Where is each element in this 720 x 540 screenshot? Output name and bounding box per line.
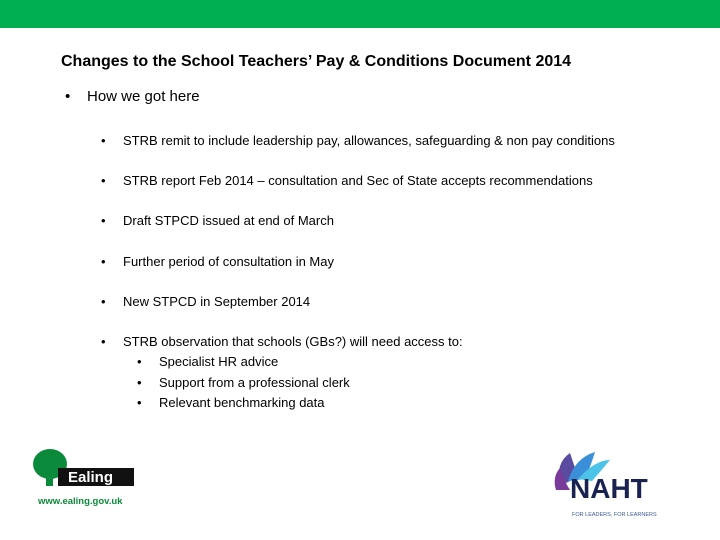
slide-title: Changes to the School Teachers’ Pay & Conditions Document 2014	[61, 53, 572, 70]
naht-tagline: FOR LEADERS, FOR LEARNERS	[572, 512, 657, 518]
sub-item	[137, 354, 278, 369]
list-item	[101, 294, 310, 309]
item-text: STRB remit to include leadership pay, allowances, safeguarding & non pay conditions	[123, 133, 615, 148]
list-item	[101, 213, 334, 228]
list-item	[101, 254, 334, 269]
list-item	[101, 133, 615, 148]
bullet: •	[137, 354, 142, 369]
bullet: •	[137, 395, 142, 410]
bullet: •	[65, 88, 71, 105]
sub-item	[137, 395, 325, 410]
ealing-logo	[30, 448, 140, 512]
sub-item-text: Support from a professional clerk	[159, 375, 350, 390]
sub-item	[137, 375, 350, 390]
item-text: STRB observation that schools (GBs?) will need access to:	[123, 334, 463, 349]
sub-item-text: Specialist HR advice	[159, 354, 279, 369]
item-text: Further period of consultation in May	[123, 254, 334, 269]
bullet: •	[101, 254, 106, 269]
item-text: New STPCD in September 2014	[123, 294, 311, 309]
bullet: •	[137, 375, 142, 390]
bullet: •	[101, 294, 106, 309]
naht-logo	[550, 450, 690, 520]
bullet: •	[101, 334, 106, 349]
item-text: STRB report Feb 2014 – consultation and Sec of State accepts recommendations	[123, 173, 593, 188]
list-item	[101, 173, 593, 188]
sub-item-text: Relevant benchmarking data	[159, 395, 325, 410]
list-item	[101, 334, 463, 349]
top-bar	[0, 0, 720, 28]
ealing-url: www.ealing.gov.uk	[38, 496, 123, 507]
naht-name: NAHT	[570, 473, 648, 504]
ealing-name: Ealing	[68, 469, 114, 486]
item-text: Draft STPCD issued at end of March	[123, 213, 334, 228]
bullet: •	[101, 213, 106, 228]
heading-bullet	[65, 88, 200, 105]
bullet: •	[101, 173, 106, 188]
bullet: •	[101, 133, 106, 148]
heading-text: How we got here	[87, 88, 200, 105]
